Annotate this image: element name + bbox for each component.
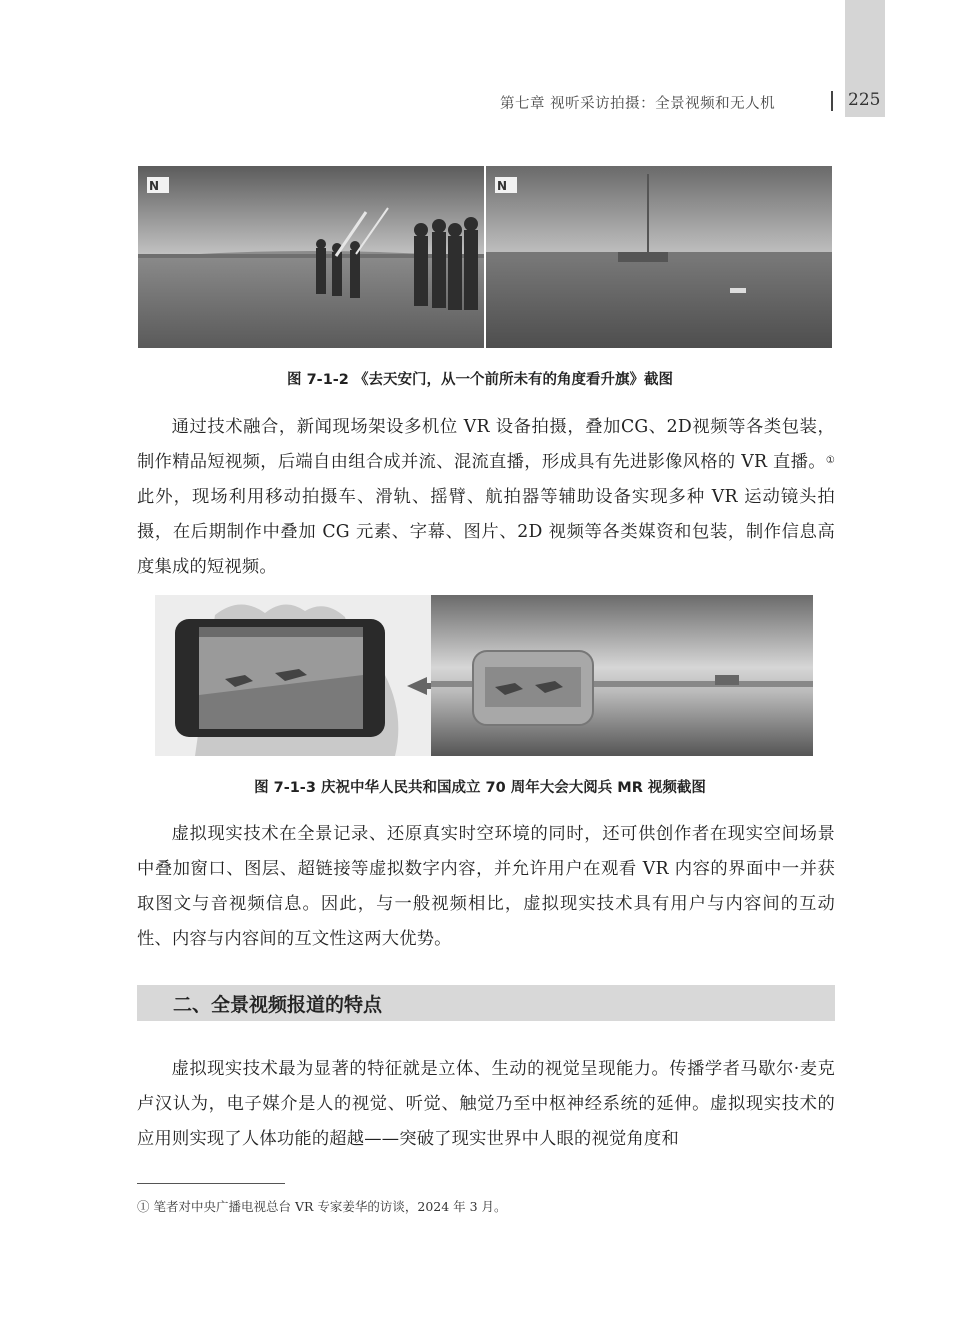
figure-caption-7-1-2: 图 7-1-2 《去天安门，从一个前所未有的角度看升旗》截图: [287, 372, 673, 388]
paragraph-vr-advantages: [137, 817, 835, 957]
panorama-image-pair: [138, 166, 832, 348]
xinhua-logo-right: [495, 177, 517, 193]
left-panorama: [138, 166, 484, 348]
section-heading-bar: [137, 985, 835, 1021]
paragraph-text: 虚拟现实技术在全景记录、还原真实时空环境的同时，还可供创作者在现实空间场景中叠加窗口、图层、超链接等虚拟数字内容，并允许用户在观看 VR 内容的界面中一并获取图文与音视频信息。因此，与一般视频相比，虚拟现实技术具有用户与内容间的互动性、内容与内容间的互文性这两大优势。: [137, 824, 835, 949]
footnote-rule: [137, 1183, 285, 1184]
figure-flag-raising-screenshots: [138, 166, 832, 348]
parade-panorama: [431, 595, 813, 756]
mr-video-image: [155, 595, 813, 756]
paragraph-text-b: 此外，现场利用移动拍摄车、滑轨、摇臂、航拍器等辅助设备实现多种 VR 运动镜头拍摄，在后期制作中叠加 CG 元素、字幕、图片、2D 视频等各类媒资和包装，制作信息高度集成的短视频。: [137, 487, 835, 577]
footnote-mark[interactable]: ①: [825, 455, 835, 466]
right-panorama: [486, 166, 832, 348]
footnote: ① 笔者对中央广播电视总台 VR 专家姜华的访谈，2024 年 3 月。: [137, 1199, 507, 1214]
paragraph-text-a: 通过技术融合，新闻现场架设多机位 VR 设备拍摄，叠加CG、2D视频等各类包装，制作精品短视频，后端自由组合成并流、混流直播，形成具有先进影像风格的 VR 直播。: [137, 417, 835, 472]
svg-text:N: N: [497, 179, 508, 193]
header-separator: [831, 91, 833, 111]
smartphone: [175, 619, 385, 737]
figure-caption-7-1-3: 图 7-1-3 庆祝中华人民共和国成立 70 周年大会大阅兵 MR 视频截图: [254, 780, 706, 796]
page-number: 225: [848, 90, 881, 110]
svg-text:N: N: [149, 179, 160, 193]
running-header: [500, 92, 890, 116]
section-heading: 二、全景视频报道的特点: [173, 994, 383, 1016]
paragraph-tech-fusion: [137, 410, 835, 585]
paragraph-text: 虚拟现实技术最为显著的特征就是立体、生动的视觉呈现能力。传播学者马歇尔·麦克卢汉认为，电子媒介是人的视觉、听觉、触觉乃至中枢神经系统的延伸。虚拟现实技术的应用则实现了人体功能的超越——突破了现实世界中人眼的视觉角度和: [137, 1059, 835, 1149]
xinhua-logo: [147, 177, 169, 193]
paragraph-visual-features: [137, 1052, 835, 1157]
figure-parade-mr-screenshot: [155, 595, 813, 756]
chapter-title: 第七章 视听采访拍摄：全景视频和无人机: [500, 96, 776, 112]
